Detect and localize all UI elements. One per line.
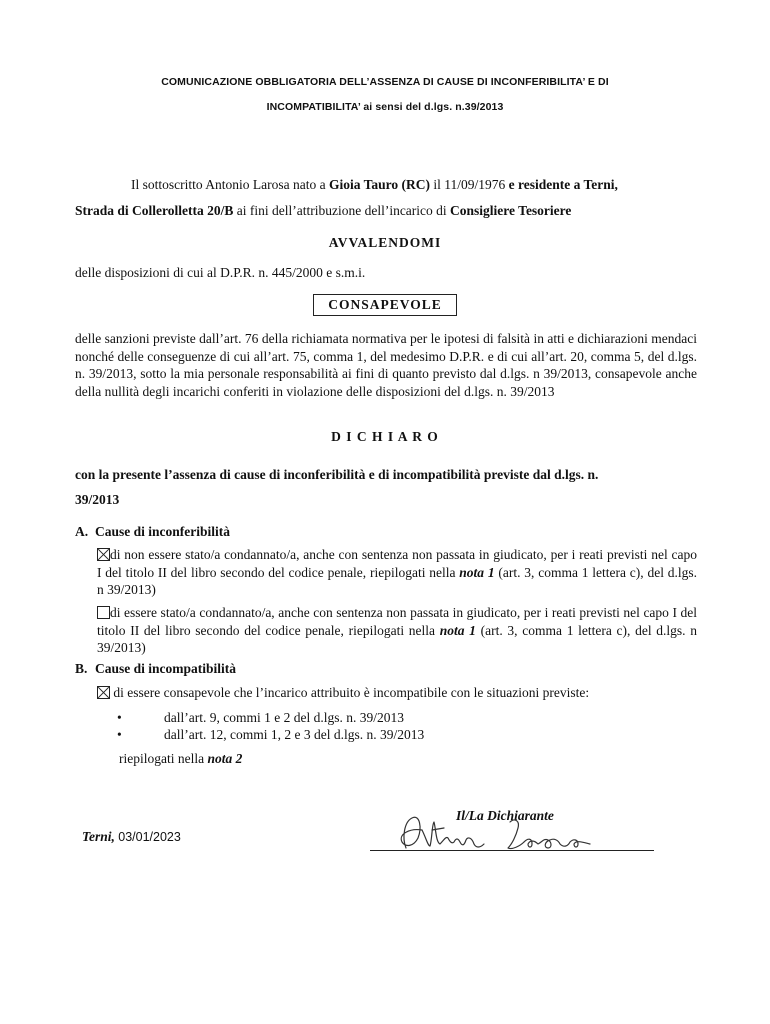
option-b1-text: di essere consapevole che l’incarico attribuito è incompatibile con le situazioni previste:	[113, 685, 590, 700]
intro-text-3: ai fini dell’attribuzione dell’incarico di	[233, 203, 451, 218]
signer-label: Il/La Dichiarante	[456, 808, 554, 823]
consapevole-heading: CONSAPEVOLE	[313, 294, 457, 316]
place-date	[82, 828, 181, 847]
intro-line1	[131, 176, 711, 194]
intro-line2	[75, 202, 715, 220]
section-b-letter: B.	[75, 661, 88, 676]
dpr-line: delle disposizioni di cui al D.P.R. n. 445/2000 e s.m.i.	[75, 265, 366, 280]
section-a-option2	[97, 604, 697, 657]
bullet-text-1: dall’art. 9, commi 1 e 2 del d.lgs. n. 39/2013	[164, 710, 404, 725]
document-header-line2: INCOMPATIBILITA’ ai sensi del d.lgs. n.39/2013	[266, 101, 504, 113]
section-a-letter: A.	[75, 524, 89, 539]
option-a1-text: di non essere stato/a condannato/a, anche con sentenza non passata in giudicato, per i reati previsti nel capo I del titolo II del libro secondo del codice penale, riepilogati nella	[97, 547, 697, 580]
section-a-title: Cause di inconferibilità	[95, 524, 231, 539]
dichiaro-heading: D I C H I A R O	[331, 429, 439, 444]
place: Terni,	[82, 829, 115, 844]
section-a-heading	[75, 523, 230, 541]
date: 03/01/2023	[118, 830, 181, 844]
birthplace: Gioia Tauro (RC)	[328, 177, 430, 192]
section-b-heading	[75, 660, 236, 678]
option-a1-nota: nota 1	[459, 564, 495, 580]
option-a1-text-after: (art. 3, comma 1 lettera c), del d.lgs. n 39/2013)	[97, 564, 697, 597]
bullet-icon: •	[117, 710, 122, 725]
section-b-title: Cause di incompatibilità	[95, 661, 237, 676]
option-a2-nota: nota 1	[439, 622, 476, 638]
intro-text-1: Il sottoscritto Antonio Larosa nato a	[131, 177, 329, 192]
residence-label: e residente a Terni,	[508, 177, 618, 192]
option-a2-text: di essere stato/a condannato/a, anche con sentenza non passata in giudicato, per i reati previsti nel capo I del titolo II del libro secondo del codice penale, riepilogati nella	[97, 605, 697, 638]
intro-text-2: il 11/09/1976	[430, 177, 509, 192]
nota-2: nota 2	[207, 751, 243, 766]
inconferibilita-no-condanna-checkbox[interactable]	[97, 548, 110, 561]
statement-line2: 39/2013	[75, 492, 120, 507]
incompatibilita-checkbox[interactable]	[97, 686, 110, 699]
avvalendomi-heading: AVVALENDOMI	[328, 235, 442, 250]
inconferibilita-condanna-checkbox[interactable]	[97, 606, 110, 619]
option-a2-text-after: (art. 3, comma 1 lettera c), del d.lgs. n 39/2013)	[97, 622, 697, 655]
role: Consigliere Tesoriere	[450, 203, 572, 218]
statement-line1: con la presente l’assenza di cause di inconferibilità e di incompatibilità previste dal d.lgs. n.	[75, 467, 599, 482]
riepilogati-line	[119, 750, 242, 768]
document-header-line1: COMUNICAZIONE OBBLIGATORIA DELL’ASSENZA DI CAUSE DI INCONFERIBILITA’ E DI	[161, 76, 609, 88]
bullet-text-2: dall’art. 12, commi 1, 2 e 3 del d.lgs. n. 39/2013	[164, 727, 425, 742]
sanzioni-paragraph: delle sanzioni previste dall’art. 76 della richiamata normativa per le ipotesi di falsità in atti e dichiarazioni mendaci nonché delle conseguenze di cui all’art. 75, comma 1, del medesimo D.P.R. e di cui all’art. 20, comma 5, del d.lgs. n. 39/2013, sotto la mia personale responsabilità ai fini di quanto previsto dal d.lgs. n 39/2013, consapevole anche della nullità degli incarichi conferiti in violazione delle disposizioni del d.lgs. n. 39/2013	[75, 331, 697, 399]
bullet-icon: •	[117, 727, 122, 742]
section-a-option1	[97, 546, 697, 599]
handwritten-signature	[392, 808, 602, 856]
consapevole-box	[0, 294, 770, 316]
riepilogati-text: riepilogati nella	[119, 751, 208, 766]
section-b-option1	[97, 684, 707, 702]
address: Strada di Collerolletta 20/B	[75, 203, 234, 218]
